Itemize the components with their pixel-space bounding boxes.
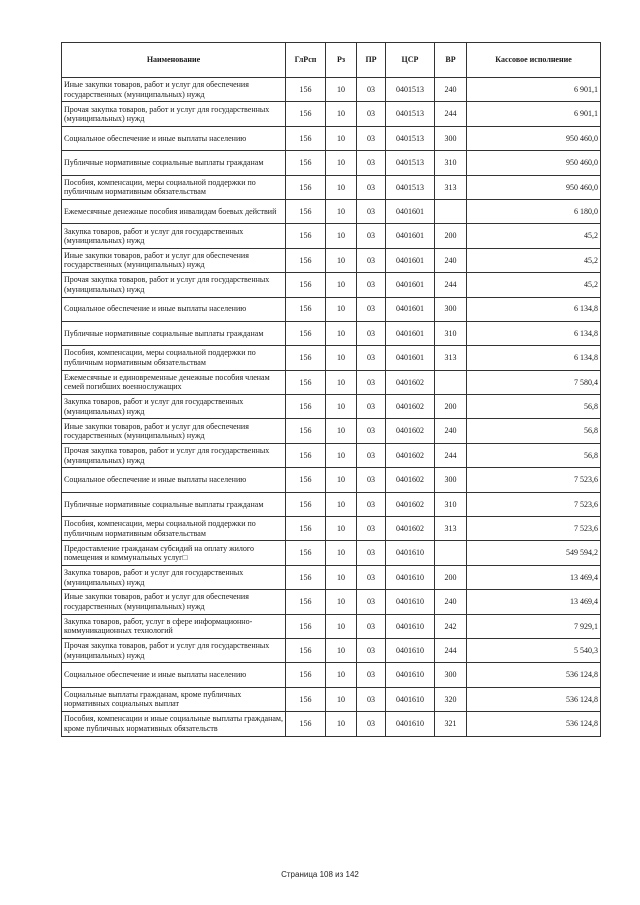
cell-vr: 310 xyxy=(435,492,467,516)
cell-name: Предоставление гражданам субсидий на оплату жилого помещения и коммунальных услуг□ xyxy=(62,541,286,565)
cell-csr: 0401602 xyxy=(386,419,435,443)
cell-pr: 03 xyxy=(357,468,386,492)
table-row xyxy=(62,638,601,662)
cell-rz: 10 xyxy=(326,638,357,662)
cell-rz: 10 xyxy=(326,224,357,248)
cell-rz: 10 xyxy=(326,370,357,394)
cell-csr: 0401601 xyxy=(386,199,435,223)
cell-vr: 313 xyxy=(435,175,467,199)
cell-pr: 03 xyxy=(357,663,386,687)
page-number: Страница 108 из 142 xyxy=(281,870,359,879)
cell-csr: 0401610 xyxy=(386,687,435,711)
cell-rz: 10 xyxy=(326,199,357,223)
cell-csr: 0401610 xyxy=(386,663,435,687)
cell-glrsp: 156 xyxy=(286,443,326,467)
cell-glrsp: 156 xyxy=(286,151,326,175)
cell-name: Иные закупки товаров, работ и услуг для обеспечения государственных (муниципальных) нужд xyxy=(62,78,286,102)
cell-vr: 300 xyxy=(435,468,467,492)
cell-name: Пособия, компенсации, меры социальной поддержки по публичным нормативным обязательствам xyxy=(62,346,286,370)
cell-pr: 03 xyxy=(357,638,386,662)
table-row xyxy=(62,224,601,248)
cell-glrsp: 156 xyxy=(286,468,326,492)
cell-name: Иные закупки товаров, работ и услуг для обеспечения государственных (муниципальных) нужд xyxy=(62,419,286,443)
cell-pr: 03 xyxy=(357,565,386,589)
table-row xyxy=(62,419,601,443)
cell-csr: 0401601 xyxy=(386,321,435,345)
table-row xyxy=(62,78,601,102)
cell-glrsp: 156 xyxy=(286,273,326,297)
cell-csr: 0401610 xyxy=(386,614,435,638)
cell-vr xyxy=(435,370,467,394)
cell-amount: 45,2 xyxy=(467,273,601,297)
cell-glrsp: 156 xyxy=(286,492,326,516)
cell-glrsp: 156 xyxy=(286,638,326,662)
cell-amount: 7 929,1 xyxy=(467,614,601,638)
cell-pr: 03 xyxy=(357,517,386,541)
cell-pr: 03 xyxy=(357,102,386,126)
cell-rz: 10 xyxy=(326,273,357,297)
cell-name: Публичные нормативные социальные выплаты гражданам xyxy=(62,321,286,345)
cell-vr: 200 xyxy=(435,565,467,589)
cell-glrsp: 156 xyxy=(286,321,326,345)
cell-name: Публичные нормативные социальные выплаты гражданам xyxy=(62,492,286,516)
header-name: Наименование xyxy=(62,43,286,78)
cell-glrsp: 156 xyxy=(286,78,326,102)
cell-name: Прочая закупка товаров, работ и услуг для государственных (муниципальных) нужд xyxy=(62,273,286,297)
cell-rz: 10 xyxy=(326,102,357,126)
cell-pr: 03 xyxy=(357,175,386,199)
cell-name: Социальное обеспечение и иные выплаты населению xyxy=(62,297,286,321)
cell-amount: 7 523,6 xyxy=(467,468,601,492)
cell-amount: 6 134,8 xyxy=(467,297,601,321)
table-header-row xyxy=(62,43,601,78)
table-row xyxy=(62,712,601,736)
table-row xyxy=(62,321,601,345)
cell-amount: 950 460,0 xyxy=(467,151,601,175)
cell-amount: 56,8 xyxy=(467,419,601,443)
cell-amount: 45,2 xyxy=(467,224,601,248)
cell-csr: 0401602 xyxy=(386,395,435,419)
cell-name: Ежемесячные денежные пособия инвалидам боевых действий xyxy=(62,199,286,223)
cell-rz: 10 xyxy=(326,443,357,467)
table-row xyxy=(62,468,601,492)
cell-name: Закупка товаров, работ и услуг для государственных (муниципальных) нужд xyxy=(62,565,286,589)
cell-name: Социальное обеспечение и иные выплаты населению xyxy=(62,468,286,492)
cell-vr: 313 xyxy=(435,517,467,541)
cell-rz: 10 xyxy=(326,590,357,614)
cell-glrsp: 156 xyxy=(286,541,326,565)
cell-vr: 300 xyxy=(435,126,467,150)
cell-amount: 13 469,4 xyxy=(467,590,601,614)
cell-pr: 03 xyxy=(357,590,386,614)
budget-execution-table xyxy=(61,42,601,737)
cell-rz: 10 xyxy=(326,712,357,736)
cell-glrsp: 156 xyxy=(286,126,326,150)
cell-csr: 0401513 xyxy=(386,175,435,199)
cell-name: Закупка товаров, работ и услуг для государственных (муниципальных) нужд xyxy=(62,395,286,419)
cell-csr: 0401602 xyxy=(386,443,435,467)
cell-glrsp: 156 xyxy=(286,199,326,223)
cell-vr: 200 xyxy=(435,395,467,419)
cell-name: Пособия, компенсации, меры социальной поддержки по публичным нормативным обязательствам xyxy=(62,175,286,199)
table-row xyxy=(62,614,601,638)
cell-rz: 10 xyxy=(326,78,357,102)
cell-csr: 0401610 xyxy=(386,590,435,614)
cell-rz: 10 xyxy=(326,248,357,272)
cell-pr: 03 xyxy=(357,541,386,565)
cell-rz: 10 xyxy=(326,663,357,687)
cell-csr: 0401601 xyxy=(386,248,435,272)
cell-vr: 240 xyxy=(435,590,467,614)
header-pr: ПР xyxy=(357,43,386,78)
cell-rz: 10 xyxy=(326,297,357,321)
cell-amount: 56,8 xyxy=(467,443,601,467)
cell-csr: 0401513 xyxy=(386,151,435,175)
cell-name: Социальное обеспечение и иные выплаты населению xyxy=(62,126,286,150)
cell-vr xyxy=(435,541,467,565)
cell-rz: 10 xyxy=(326,346,357,370)
header-rz: Рз xyxy=(326,43,357,78)
cell-pr: 03 xyxy=(357,78,386,102)
cell-glrsp: 156 xyxy=(286,663,326,687)
cell-amount: 950 460,0 xyxy=(467,126,601,150)
cell-vr: 240 xyxy=(435,78,467,102)
cell-name: Прочая закупка товаров, работ и услуг для государственных (муниципальных) нужд xyxy=(62,443,286,467)
table-row xyxy=(62,687,601,711)
cell-pr: 03 xyxy=(357,273,386,297)
cell-pr: 03 xyxy=(357,614,386,638)
cell-name: Публичные нормативные социальные выплаты гражданам xyxy=(62,151,286,175)
cell-csr: 0401513 xyxy=(386,78,435,102)
table-row xyxy=(62,565,601,589)
cell-glrsp: 156 xyxy=(286,590,326,614)
cell-pr: 03 xyxy=(357,492,386,516)
cell-amount: 536 124,8 xyxy=(467,663,601,687)
cell-vr: 300 xyxy=(435,663,467,687)
cell-glrsp: 156 xyxy=(286,370,326,394)
cell-name: Закупка товаров, работ и услуг для государственных (муниципальных) нужд xyxy=(62,224,286,248)
cell-glrsp: 156 xyxy=(286,175,326,199)
cell-amount: 45,2 xyxy=(467,248,601,272)
cell-csr: 0401602 xyxy=(386,492,435,516)
cell-amount: 950 460,0 xyxy=(467,175,601,199)
cell-amount: 536 124,8 xyxy=(467,712,601,736)
cell-glrsp: 156 xyxy=(286,517,326,541)
cell-pr: 03 xyxy=(357,199,386,223)
cell-vr: 300 xyxy=(435,297,467,321)
cell-glrsp: 156 xyxy=(286,102,326,126)
cell-pr: 03 xyxy=(357,687,386,711)
cell-rz: 10 xyxy=(326,175,357,199)
cell-vr: 320 xyxy=(435,687,467,711)
cell-vr: 242 xyxy=(435,614,467,638)
cell-rz: 10 xyxy=(326,321,357,345)
table-row xyxy=(62,273,601,297)
cell-pr: 03 xyxy=(357,419,386,443)
header-csr: ЦСР xyxy=(386,43,435,78)
cell-csr: 0401602 xyxy=(386,370,435,394)
cell-pr: 03 xyxy=(357,712,386,736)
table-row xyxy=(62,151,601,175)
cell-vr: 313 xyxy=(435,346,467,370)
cell-amount: 13 469,4 xyxy=(467,565,601,589)
table-body xyxy=(62,78,601,737)
table-row xyxy=(62,297,601,321)
header-amount: Кассовое исполнение xyxy=(467,43,601,78)
cell-amount: 7 523,6 xyxy=(467,492,601,516)
cell-rz: 10 xyxy=(326,468,357,492)
table-row xyxy=(62,492,601,516)
cell-rz: 10 xyxy=(326,419,357,443)
cell-vr: 310 xyxy=(435,151,467,175)
cell-glrsp: 156 xyxy=(286,248,326,272)
cell-amount: 536 124,8 xyxy=(467,687,601,711)
cell-vr: 240 xyxy=(435,419,467,443)
cell-amount: 7 580,4 xyxy=(467,370,601,394)
cell-pr: 03 xyxy=(357,151,386,175)
cell-name: Пособия, компенсации и иные социальные выплаты гражданам, кроме публичных нормативных обязательств xyxy=(62,712,286,736)
cell-rz: 10 xyxy=(326,151,357,175)
table-row xyxy=(62,443,601,467)
cell-glrsp: 156 xyxy=(286,346,326,370)
cell-amount: 5 540,3 xyxy=(467,638,601,662)
cell-name: Ежемесячные и единовременные денежные пособия членам семей погибших военнослужащих xyxy=(62,370,286,394)
table-row xyxy=(62,248,601,272)
cell-pr: 03 xyxy=(357,248,386,272)
cell-rz: 10 xyxy=(326,126,357,150)
cell-pr: 03 xyxy=(357,321,386,345)
cell-glrsp: 156 xyxy=(286,614,326,638)
cell-vr: 244 xyxy=(435,443,467,467)
cell-pr: 03 xyxy=(357,370,386,394)
cell-vr: 310 xyxy=(435,321,467,345)
cell-vr: 240 xyxy=(435,248,467,272)
cell-amount: 6 901,1 xyxy=(467,78,601,102)
cell-csr: 0401610 xyxy=(386,541,435,565)
table-row xyxy=(62,541,601,565)
cell-amount: 549 594,2 xyxy=(467,541,601,565)
cell-vr: 244 xyxy=(435,273,467,297)
cell-pr: 03 xyxy=(357,443,386,467)
cell-glrsp: 156 xyxy=(286,224,326,248)
cell-amount: 56,8 xyxy=(467,395,601,419)
cell-vr: 321 xyxy=(435,712,467,736)
cell-csr: 0401513 xyxy=(386,102,435,126)
cell-pr: 03 xyxy=(357,297,386,321)
cell-glrsp: 156 xyxy=(286,712,326,736)
cell-pr: 03 xyxy=(357,346,386,370)
cell-rz: 10 xyxy=(326,541,357,565)
cell-csr: 0401610 xyxy=(386,565,435,589)
cell-rz: 10 xyxy=(326,395,357,419)
cell-name: Иные закупки товаров, работ и услуг для обеспечения государственных (муниципальных) нужд xyxy=(62,590,286,614)
table-row xyxy=(62,517,601,541)
table-row xyxy=(62,663,601,687)
cell-name: Закупка товаров, работ, услуг в сфере информационно-коммуникационных технологий xyxy=(62,614,286,638)
cell-rz: 10 xyxy=(326,614,357,638)
cell-name: Социальное обеспечение и иные выплаты населению xyxy=(62,663,286,687)
cell-csr: 0401601 xyxy=(386,224,435,248)
cell-amount: 6 901,1 xyxy=(467,102,601,126)
cell-pr: 03 xyxy=(357,224,386,248)
cell-rz: 10 xyxy=(326,517,357,541)
cell-amount: 6 134,8 xyxy=(467,321,601,345)
cell-glrsp: 156 xyxy=(286,297,326,321)
cell-name: Прочая закупка товаров, работ и услуг для государственных (муниципальных) нужд xyxy=(62,102,286,126)
cell-vr: 244 xyxy=(435,102,467,126)
cell-csr: 0401601 xyxy=(386,297,435,321)
cell-glrsp: 156 xyxy=(286,565,326,589)
cell-pr: 03 xyxy=(357,126,386,150)
cell-vr: 244 xyxy=(435,638,467,662)
cell-rz: 10 xyxy=(326,687,357,711)
table-row xyxy=(62,199,601,223)
cell-csr: 0401601 xyxy=(386,346,435,370)
cell-name: Пособия, компенсации, меры социальной поддержки по публичным нормативным обязательствам xyxy=(62,517,286,541)
cell-name: Прочая закупка товаров, работ и услуг для государственных (муниципальных) нужд xyxy=(62,638,286,662)
cell-rz: 10 xyxy=(326,565,357,589)
cell-glrsp: 156 xyxy=(286,419,326,443)
cell-pr: 03 xyxy=(357,395,386,419)
cell-csr: 0401610 xyxy=(386,712,435,736)
table-row xyxy=(62,126,601,150)
table-row xyxy=(62,590,601,614)
table-row xyxy=(62,175,601,199)
cell-glrsp: 156 xyxy=(286,395,326,419)
cell-csr: 0401602 xyxy=(386,517,435,541)
cell-rz: 10 xyxy=(326,492,357,516)
table-row xyxy=(62,102,601,126)
cell-glrsp: 156 xyxy=(286,687,326,711)
cell-vr: 200 xyxy=(435,224,467,248)
cell-csr: 0401513 xyxy=(386,126,435,150)
cell-csr: 0401602 xyxy=(386,468,435,492)
cell-name: Социальные выплаты гражданам, кроме публичных нормативных социальных выплат xyxy=(62,687,286,711)
cell-csr: 0401601 xyxy=(386,273,435,297)
table-row xyxy=(62,370,601,394)
cell-name: Иные закупки товаров, работ и услуг для обеспечения государственных (муниципальных) нужд xyxy=(62,248,286,272)
header-glrsp: ГлРсп xyxy=(286,43,326,78)
cell-amount: 7 523,6 xyxy=(467,517,601,541)
cell-amount: 6 180,0 xyxy=(467,199,601,223)
header-vr: ВР xyxy=(435,43,467,78)
cell-amount: 6 134,8 xyxy=(467,346,601,370)
cell-csr: 0401610 xyxy=(386,638,435,662)
cell-vr xyxy=(435,199,467,223)
table-row xyxy=(62,346,601,370)
table-row xyxy=(62,395,601,419)
